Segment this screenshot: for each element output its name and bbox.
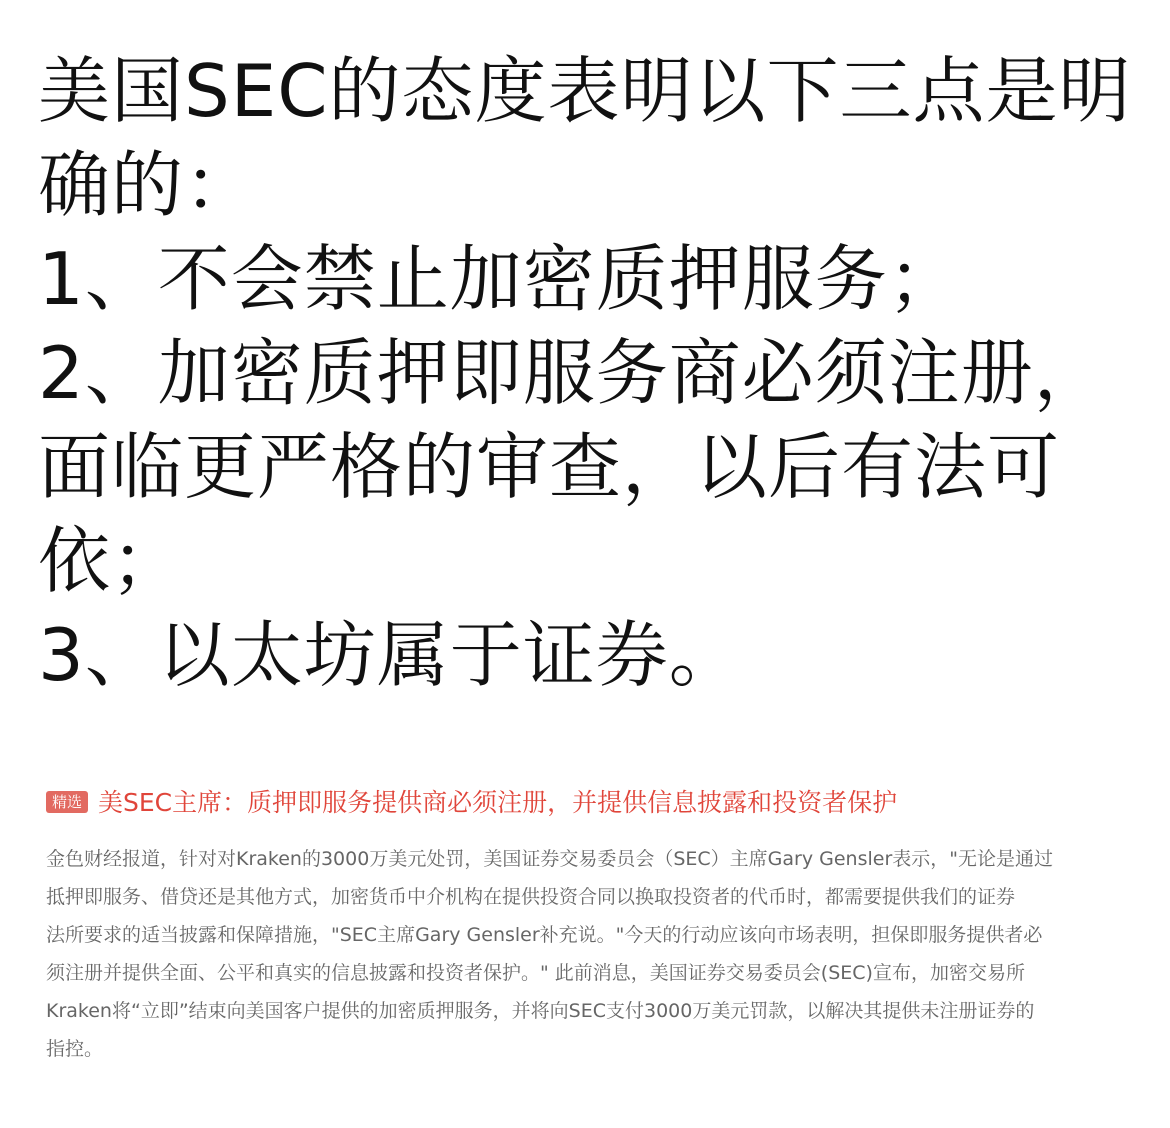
news-card <box>46 784 1126 1068</box>
featured-badge: 精选 <box>46 791 88 813</box>
news-body-line: 指控。 <box>46 1038 104 1060</box>
news-title-row[interactable] <box>46 784 1126 822</box>
headline-line: 2、加密质押即服务商必须注册， <box>38 331 1107 415</box>
news-title-link[interactable]: 美SEC主席：质押即服务提供商必须注册，并提供信息披露和投资者保护 <box>98 788 898 817</box>
news-body-line: 须注册并提供全面、公平和真实的信息披露和投资者保护。" 此前消息，美国证券交易委员会(SEC)宣布，加密交易所 <box>46 962 1025 984</box>
news-body-line: 抵押即服务、借贷还是其他方式，加密货币中介机构在提供投资合同以换取投资者的代币时，都需要提供我们的证券 <box>46 886 1016 908</box>
news-body-line: 金色财经报道，针对对Kraken的3000万美元处罚，美国证券交易委员会（SEC）主席Gary Gensler表示，"无论是通过 <box>46 848 1053 870</box>
news-body-line: Kraken将“立即”结束向美国客户提供的加密质押服务，并将向SEC支付3000万美元罚款，以解决其提供未注册证券的 <box>46 1000 1035 1022</box>
headline-line: 确的： <box>38 143 258 227</box>
headline-line: 美国SEC的态度表明以下三点是明 <box>38 49 1132 133</box>
headline-line: 面临更严格的审查，以后有法可 <box>38 425 1061 509</box>
news-body <box>46 840 1121 1068</box>
headline-line: 3、以太坊属于证券。 <box>38 613 742 697</box>
headline-line: 1、不会禁止加密质押服务； <box>38 237 961 321</box>
headline-block <box>38 44 1138 702</box>
headline-line: 依； <box>38 519 185 603</box>
news-body-line: 法所要求的适当披露和保障措施，"SEC主席Gary Gensler补充说。"今天的行动应该向市场表明，担保即服务提供者必 <box>46 924 1043 946</box>
